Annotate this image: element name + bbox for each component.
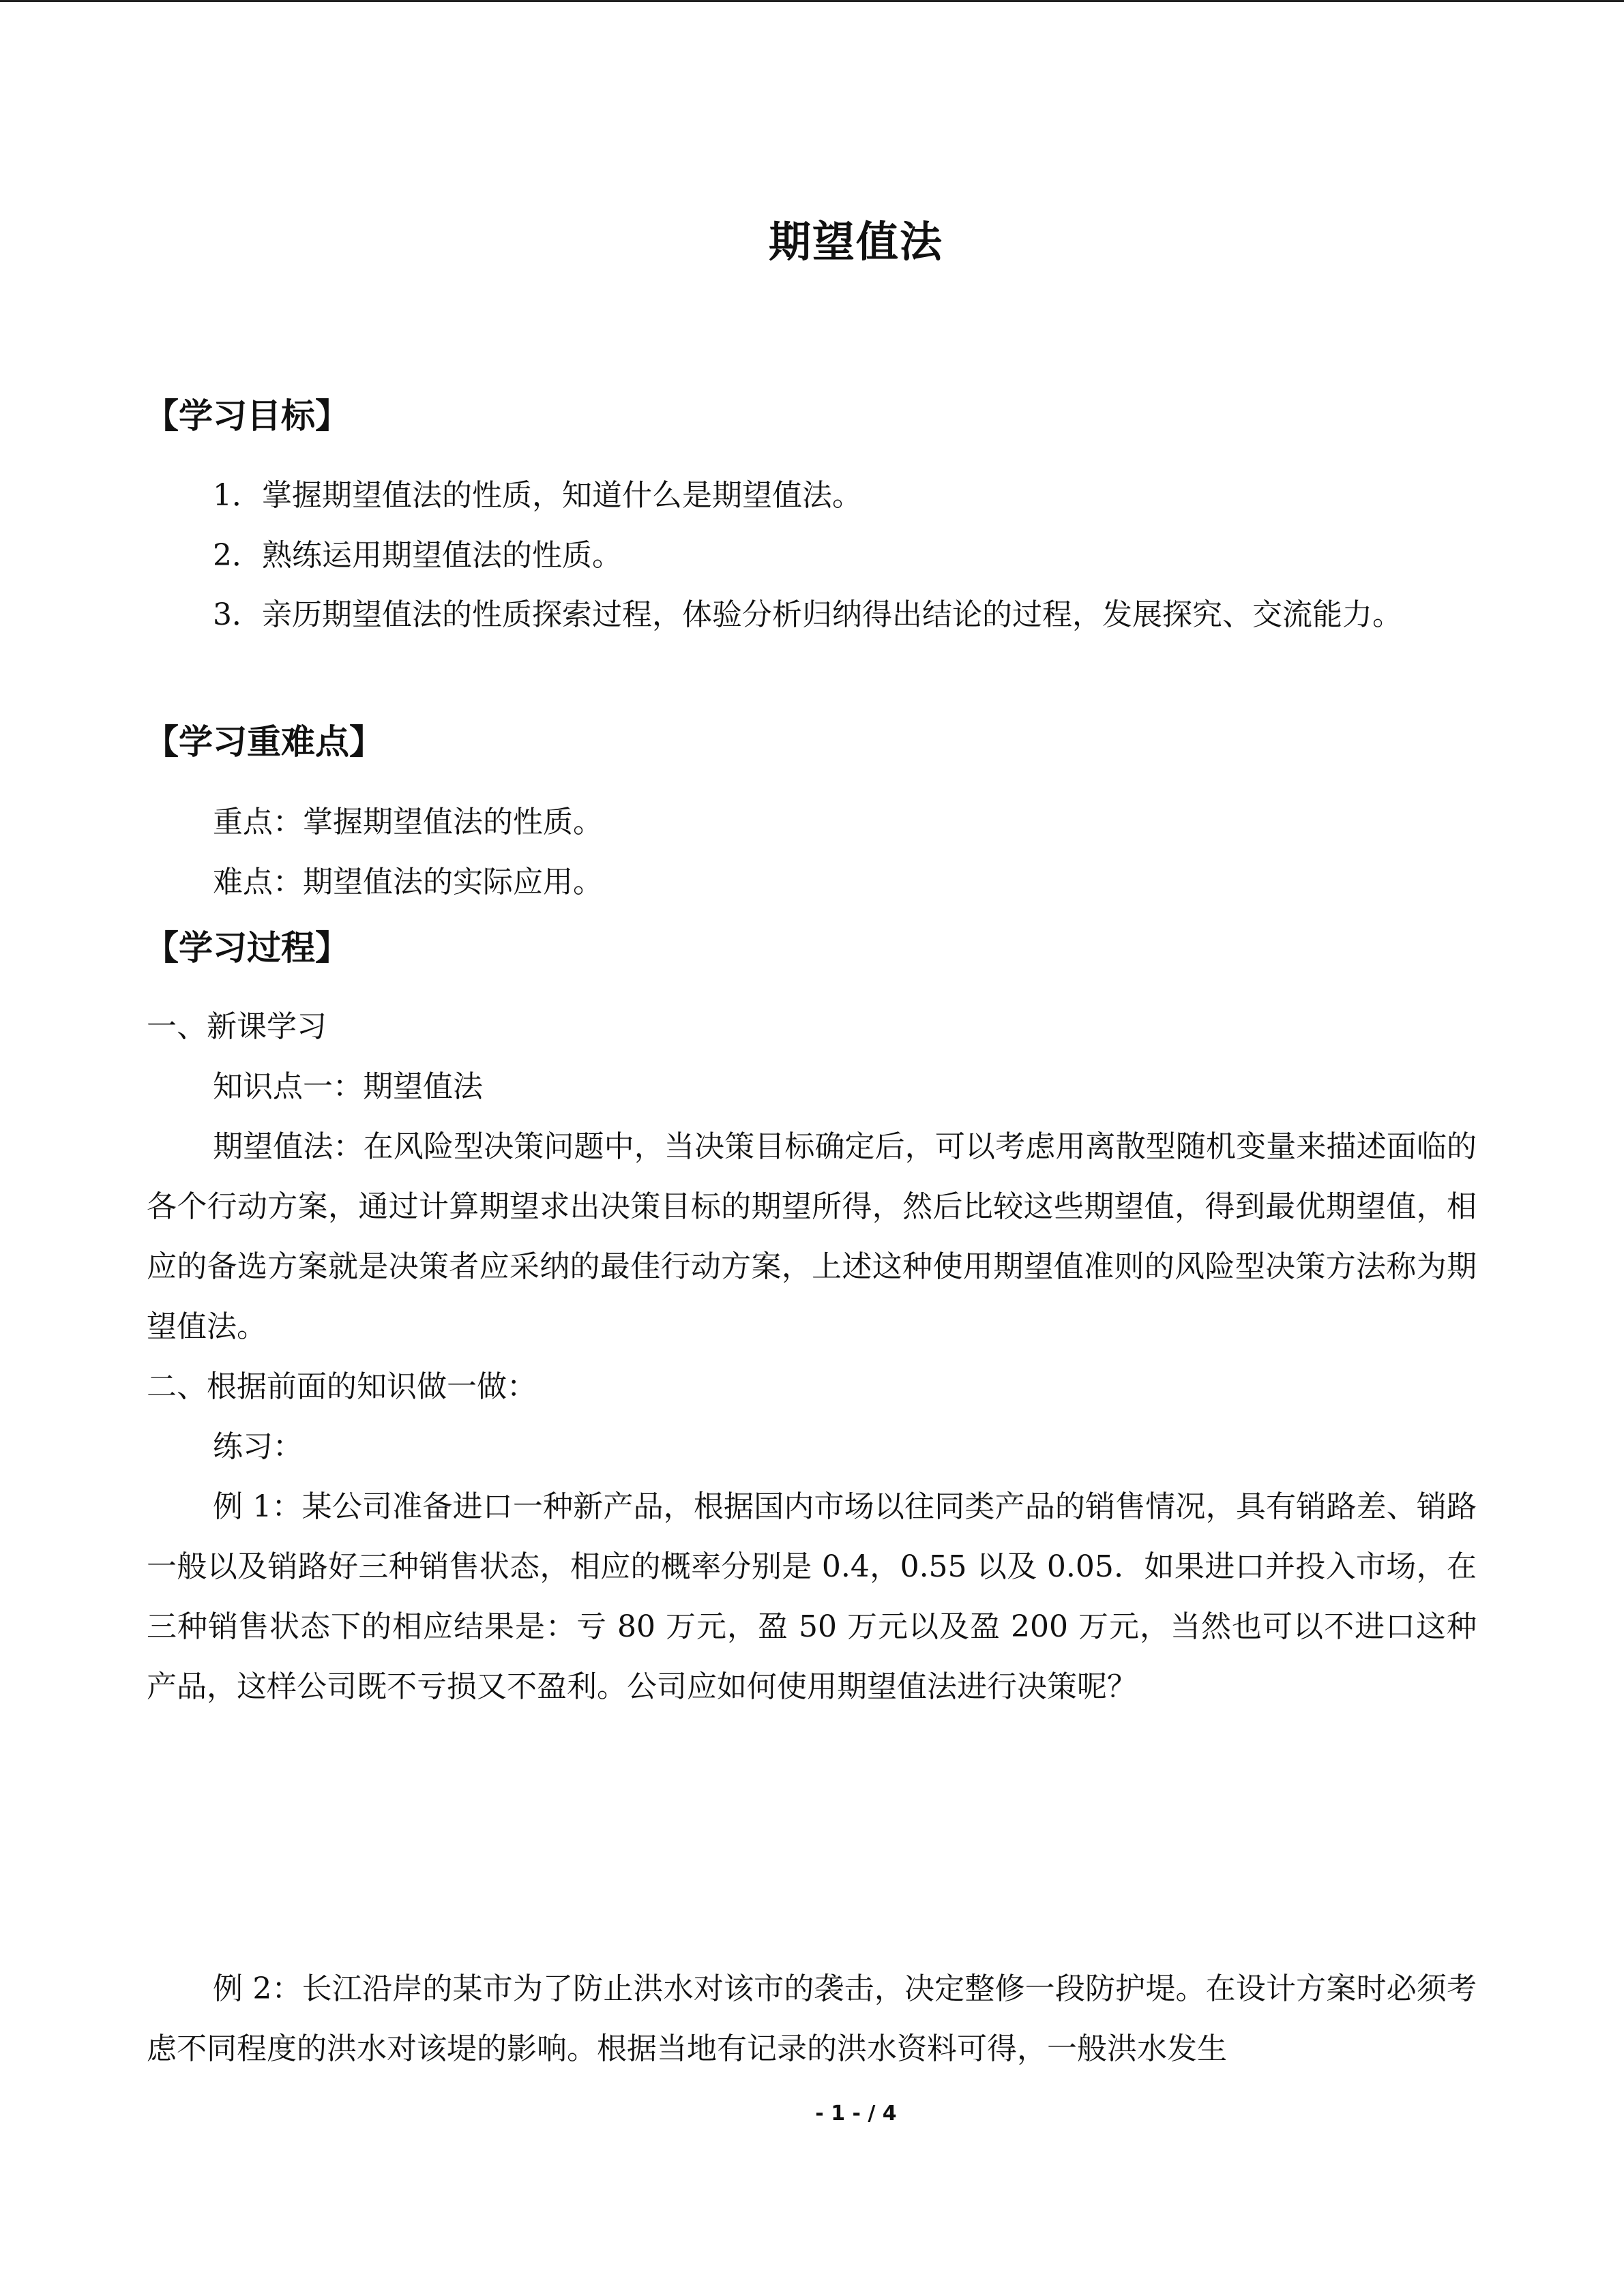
part1-title: 一、新课学习 <box>147 1009 327 1044</box>
page-number: - 1 - / 4 <box>815 2102 897 2126</box>
example-1: 例 1：某公司准备进口一种新产品，根据国内市场以往同类产品的销售情况，具有销路差、销路一般以及销路好三种销售状态，相应的概率分别是 0.4，0.55 以及 0.05．如果进口并投入市场，在三种销售状态下的相应结果是：亏 80 万元，盈 50 万元以及盈 200 万元，当然也可以不进口这种产品，这样公司既不亏损又不盈利。公司应如何使用期望值法进行决策呢？ <box>147 1489 1477 1704</box>
objective-item-1: 1．掌握期望值法的性质，知道什么是期望值法。 <box>213 478 862 513</box>
definition-paragraph: 期望值法：在风险型决策问题中，当决策目标确定后，可以考虑用离散型随机变量来描述面临的各个行动方案，通过计算期望求出决策目标的期望所得，然后比较这些期望值，得到最优期望值，相应的备选方案就是决策者应采纳的最佳行动方案，上述这种使用期望值准则的风险型决策方法称为期望值法。 <box>147 1129 1477 1344</box>
process-heading: 【学习过程】 <box>145 928 349 968</box>
key-point-important: 重点：掌握期望值法的性质。 <box>213 805 603 839</box>
page-title: 期望值法 <box>768 217 943 267</box>
key-points-heading: 【学习重难点】 <box>145 722 383 762</box>
practice-label: 练习： <box>213 1429 303 1464</box>
objective-item-2: 2．熟练运用期望值法的性质。 <box>213 538 622 573</box>
example-2: 例 2：长江沿岸的某市为了防止洪水对该市的袭击，决定整修一段防护堤。在设计方案时必须考虑不同程度的洪水对该堤的影响。根据当地有记录的洪水资料可得，一般洪水发生 <box>147 1971 1477 2066</box>
key-point-difficult: 难点：期望值法的实际应用。 <box>213 865 603 899</box>
objective-item-3: 3．亲历期望值法的性质探索过程，体验分析归纳得出结论的过程，发展探究、交流能力。 <box>213 597 1402 632</box>
objectives-heading: 【学习目标】 <box>145 396 349 436</box>
part2-title: 二、根据前面的知识做一做： <box>147 1369 537 1404</box>
knowledge-point-title: 知识点一：期望值法 <box>213 1069 483 1104</box>
